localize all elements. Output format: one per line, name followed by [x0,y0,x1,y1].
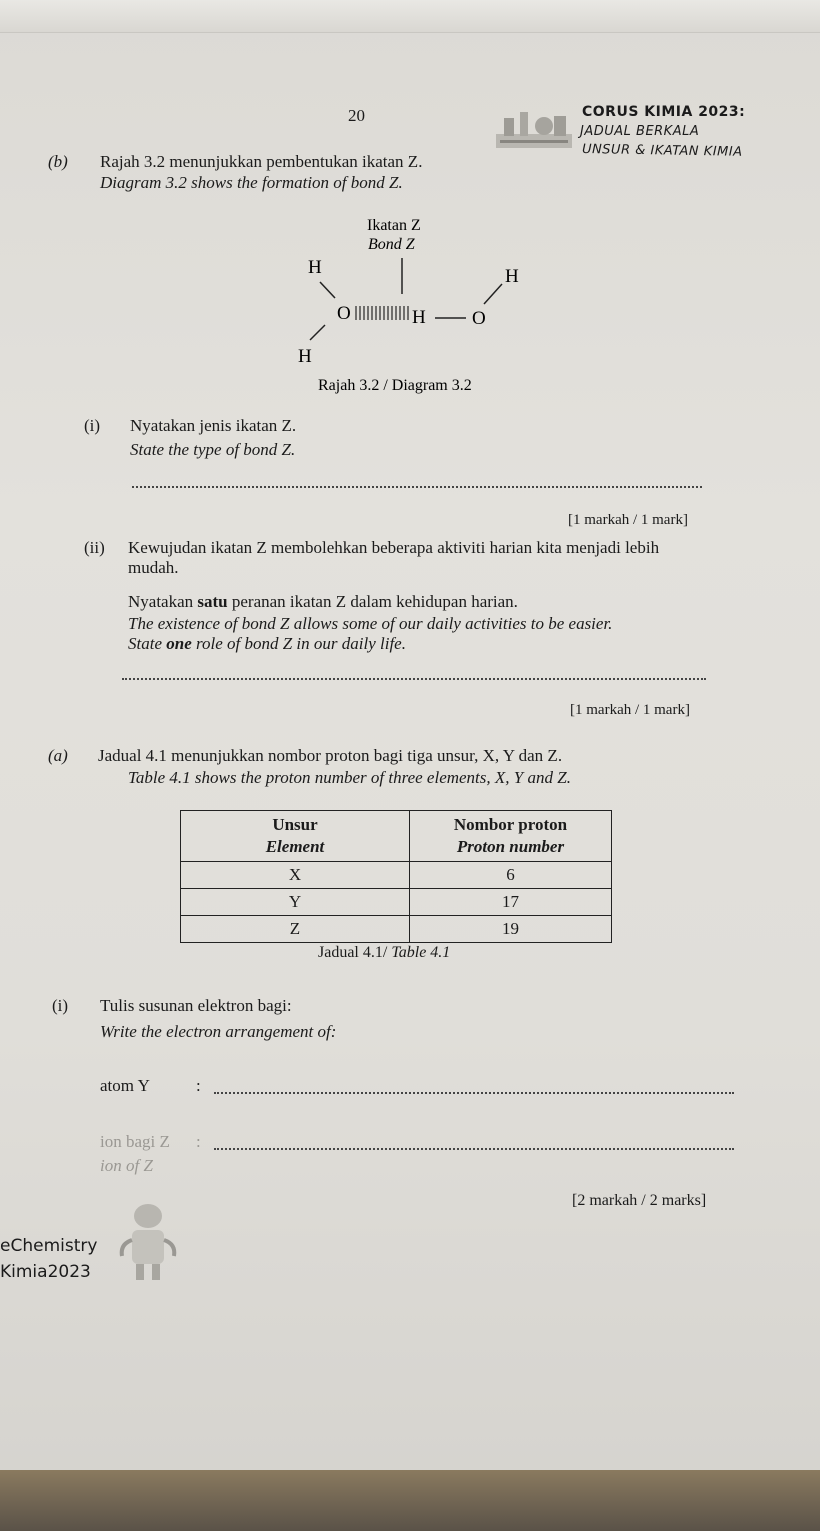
atom-h-bottom: H [298,346,312,367]
table-cell-element: Y [181,889,410,916]
prompt-ms-bold: satu [197,592,228,611]
marks-b-ii: [1 markah / 1 mark] [570,702,690,718]
prompt-ms-pre: Nyatakan [128,592,198,611]
colon-atom-y: : [196,1076,201,1095]
question-b-i-text-en: State the type of bond Z. [130,440,296,459]
covalent-bond-line [310,325,325,340]
prompt-en-bold: one [166,634,192,653]
header-logo [494,104,574,157]
table-cell-proton: 6 [410,862,612,889]
colon-ion-z: : [196,1132,201,1151]
question-b-ii-prompt-en [128,634,406,654]
desk-background [0,1470,820,1531]
table-row [181,862,612,889]
header-title-line3: UNSUR & IKATAN KIMIA [581,142,743,160]
question-b-ii-prompt-ms [128,592,518,612]
table-caption-ms: Jadual 4.1/ [318,944,388,961]
chemistry-lab-icon [494,104,574,152]
page-top-edge [0,0,820,33]
section-a-intro-ms: Jadual 4.1 menunjukkan nombor proton bagi tiga unsur, X, Y dan Z. [98,746,563,765]
hydrogen-bond-dashes [356,306,408,320]
section-b-intro-ms: Rajah 3.2 menunjukkan pembentukan ikatan Z. [100,152,423,171]
covalent-bond-line [320,282,335,298]
question-a-i-label: (i) [52,996,69,1015]
table-caption-en: Table 4.1 [391,944,451,961]
watermark-line1: eChemistry [0,1236,98,1256]
question-a-i-text-ms: Tulis susunan elektron bagi: [100,996,292,1015]
header-proton-en: Proton number [456,837,565,856]
item-atom-y: atom Y [100,1076,150,1095]
question-b-i-label: (i) [84,416,101,435]
header-element-ms: Unsur [272,815,318,834]
table-caption [318,944,450,962]
atom-h-right: H [505,266,519,287]
table-header-proton [410,811,612,862]
section-a-label: (a) [48,746,68,765]
diagram-caption: Rajah 3.2 / Diagram 3.2 [318,377,472,394]
question-b-ii-label: (ii) [84,538,105,557]
table-header-row [181,811,612,862]
answer-line-ion-z[interactable] [214,1148,734,1150]
scientist-mascot-icon [112,1200,184,1284]
section-a-intro-en: Table 4.1 shows the proton number of three elements, X, Y and Z. [128,768,571,787]
item-ion-z-ms: ion bagi Z [100,1132,170,1151]
atom-o-left: O [337,303,351,324]
answer-line-b-i[interactable] [132,486,702,488]
prompt-en-pre: State [128,634,167,653]
marks-b-i: [1 markah / 1 mark] [568,512,688,528]
marks-a-i: [2 markah / 2 marks] [572,1192,707,1209]
table-cell-element: X [181,862,410,889]
atom-o-right: O [472,308,486,329]
answer-line-atom-y[interactable] [214,1092,734,1094]
table-row [181,889,612,916]
bond-label-en: Bond Z [368,236,415,253]
section-b-intro-en: Diagram 3.2 shows the formation of bond Z. [100,173,403,192]
prompt-ms-post: peranan ikatan Z dalam kehidupan harian. [227,592,518,611]
bond-label-ms: Ikatan Z [367,217,421,234]
header-proton-ms: Nombor proton [453,815,568,834]
hydrogen-bond-diagram [280,212,570,412]
page-number: 20 [348,106,365,125]
item-ion-z-en: ion of Z [100,1156,153,1175]
table-cell-proton: 19 [410,916,612,943]
table-header-element [181,811,410,862]
atom-h-middle: H [412,307,426,328]
question-a-i-text-en: Write the electron arrangement of: [100,1022,337,1041]
watermark-line2: Kimia2023 [0,1262,91,1282]
covalent-bond-line [484,284,502,304]
table-cell-proton: 17 [410,889,612,916]
table-row [181,916,612,943]
question-b-ii-text-en-line1: The existence of bond Z allows some of our daily activities to be easier. [128,614,613,633]
atom-h-top-left: H [308,257,322,278]
prompt-en-post: role of bond Z in our daily life. [191,634,406,653]
proton-number-table [180,810,612,943]
table-cell-element: Z [181,916,410,943]
header-title-line2: JADUAL BERKALA [580,124,700,139]
header-title-line1: CORUS KIMIA 2023: [582,104,746,120]
header-element-en: Element [265,837,325,856]
question-b-ii-text-ms-line2: mudah. [128,558,179,577]
answer-line-b-ii[interactable] [122,678,706,680]
question-b-i-text-ms: Nyatakan jenis ikatan Z. [130,416,297,435]
section-b-label: (b) [48,152,68,171]
question-b-ii-text-ms-line1: Kewujudan ikatan Z membolehkan beberapa aktiviti harian kita menjadi lebih [128,538,660,557]
